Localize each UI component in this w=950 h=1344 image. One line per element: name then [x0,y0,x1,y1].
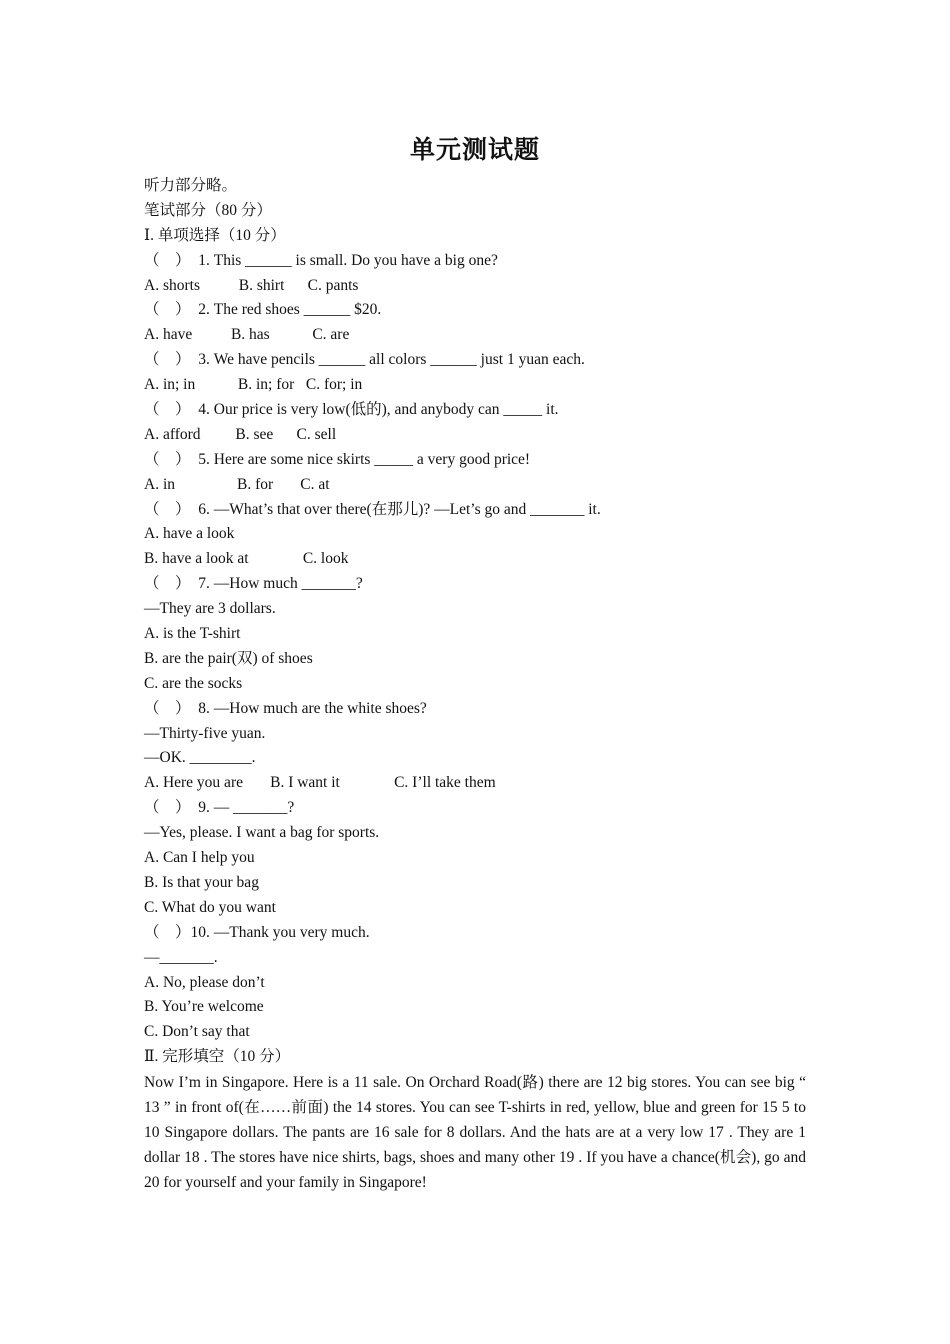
intro-line: 笔试部分（80 分） [144,201,272,219]
multiple-choice-section [144,249,806,1046]
page-title: 单元测试题 [409,135,540,164]
answer-line: A. No, please don’t [144,973,265,991]
answer-line: B. have a look at C. look [144,550,349,568]
answer-line: C. Don’t say that [144,1023,250,1041]
answer-line: —They are 3 dollars. [144,600,276,618]
answer-line: A. in; in B. in; for C. for; in [144,376,363,394]
answer-line: A. Can I help you [144,849,255,867]
answer-line: A. shorts B. shirt C. pants [144,276,359,294]
answer-line: B. You’re welcome [144,998,264,1016]
intro-line: 听力部分略。 [144,177,238,194]
answer-line: A. have a look [144,525,235,543]
question-line: （ ） 9. — _______? [144,799,295,817]
document-page [144,128,806,1195]
answer-line: （ ） 7. —How much _______? [144,575,363,593]
answer-line: —Thirty-five yuan. [144,724,266,742]
answer-line: —_______. [144,948,218,966]
cloze-passage: Now I’m in Singapore. Here is a 11 sale. On Orchard Road(路) there are 12 big stores. You can see big “ 13 ” in front of(在……前面) the 14 stores. You can see T-shirts in red, yellow, blue and green for 15 5 to 10 Singapore dollars. The pants are 16 sale for 8 dollars. And the hats are at a very low 17 . They are 1 dollar 18 . The stores have nice shirts, bags, shoes and many other 19 . If you have a chance(机会), go and 20 for yourself and your family in Singapore! [144,1074,806,1192]
answer-line: A. Here you are B. I want it C. I’ll take them [144,774,496,792]
question-line: （ ） 3. We have pencils ______ all colors ______ just 1 yuan each. [144,351,585,369]
answer-line: C. What do you want [144,898,276,916]
question-line: （ ） 1. This ______ is small. Do you have a big one? [144,251,498,269]
answer-line: A. afford B. see C. sell [144,425,337,443]
answer-line: A. have B. has C. are [144,326,350,344]
section-heading: Ⅱ. 完形填空（10 分） [144,1048,291,1066]
answer-line: —OK. ________. [144,749,256,767]
answer-line: C. are the socks [144,674,243,692]
section-heading: Ⅰ. 单项选择（10 分） [144,226,286,244]
answer-line: （ ）10. —Thank you very much. [144,923,370,941]
answer-line: B. Is that your bag [144,873,259,891]
question-line: （ ） 4. Our price is very low(低的), and anybody can _____ it. [144,401,559,419]
answer-line: A. is the T-shirt [144,625,241,643]
answer-line: —Yes, please. I want a bag for sports. [144,824,380,842]
question-line: （ ） 8. —How much are the white shoes? [144,699,427,717]
question-line: （ ） 6. —What’s that over there(在那儿)? —Let’s go and _______ it. [144,500,601,518]
answer-line: B. are the pair(双) of shoes [144,649,313,667]
question-line: （ ） 2. The red shoes ______ $20. [144,301,382,319]
answer-line: A. in B. for C. at [144,475,330,493]
question-line: （ ） 5. Here are some nice skirts _____ a very good price! [144,450,531,468]
